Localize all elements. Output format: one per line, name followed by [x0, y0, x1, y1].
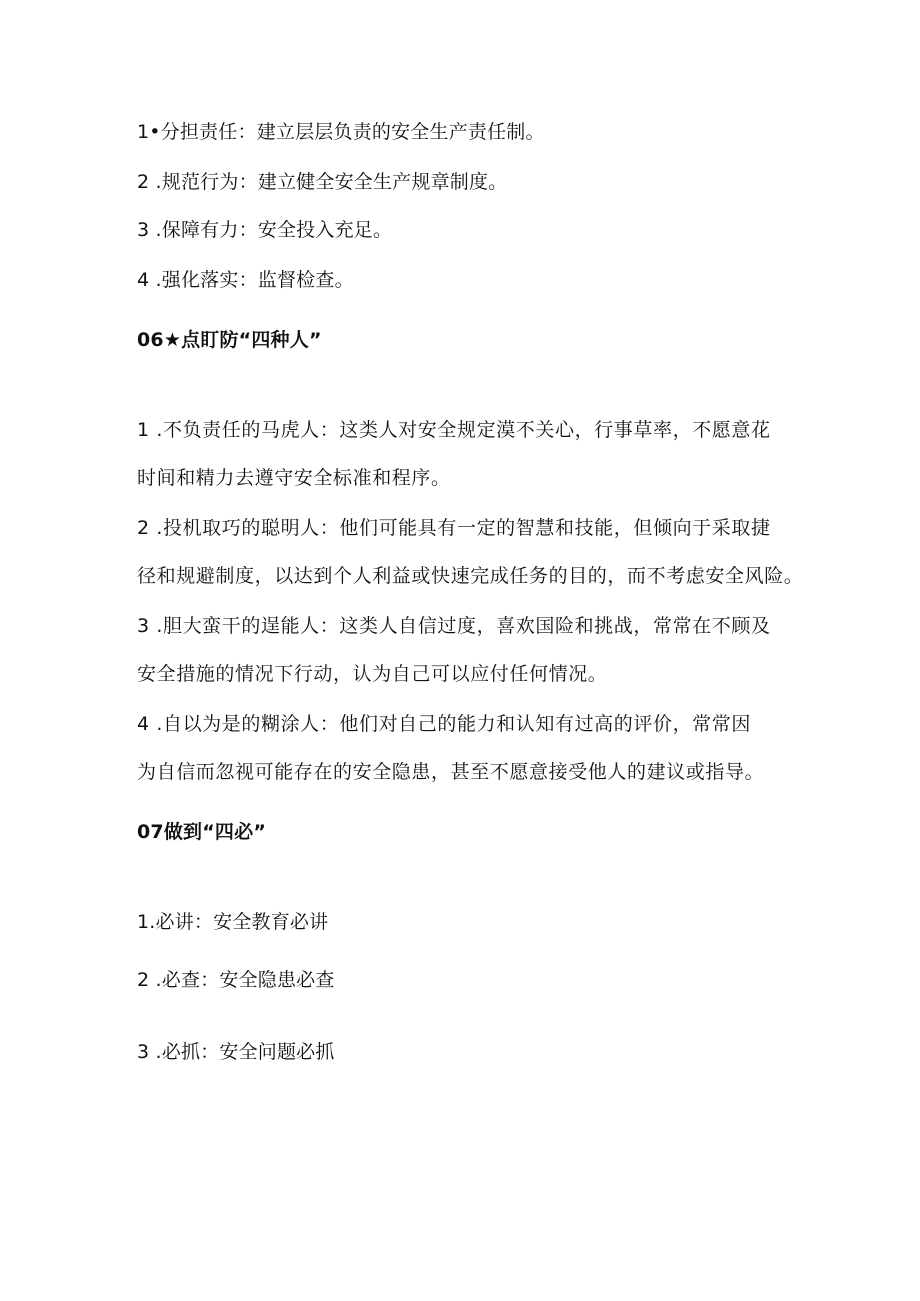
paragraph-item-2	[137, 504, 804, 600]
section-heading-07: 07做到“四必”	[137, 821, 267, 843]
paragraph-item-3	[137, 602, 797, 698]
list-item: 2 .规范行为：建立健全安全生产规章制度。	[137, 171, 508, 193]
list-item: 1.必讲：安全教育必讲	[137, 911, 329, 933]
list-item: 1•分担责任：建立层层负责的安全生产责任制。	[137, 121, 545, 143]
paragraph-item-4	[137, 700, 797, 796]
list-item: 3 .必抓：安全问题必抓	[137, 1041, 335, 1063]
list-item: 2 .必查：安全隐患必查	[137, 969, 335, 991]
list-item: 3 .保障有力：安全投入充足。	[137, 219, 393, 241]
paragraph-line: 1 .不负责任的马虎人：这类人对安全规定漠不关心，行事草率，不愿意花	[137, 419, 771, 441]
paragraph-line: 2 .投机取巧的聪明人：他们可能具有一定的智慧和技能，但倾向于采取捷	[137, 517, 771, 539]
paragraph-line: 时间和精力去遵守安全标准和程序。	[137, 467, 451, 489]
paragraph-line: 安全措施的情况下行动，认为自己可以应付任何情况。	[137, 663, 608, 685]
paragraph-item-1	[137, 406, 797, 502]
paragraph-line: 4 .自以为是的糊涂人：他们对自己的能力和认知有过高的评价，常常因	[137, 713, 751, 735]
paragraph-line: 3 .胆大蛮干的逞能人：这类人自信过度，喜欢国险和挑战，常常在不顾及	[137, 615, 771, 637]
paragraph-line: 径和规避制度，以达到个人利益或快速完成任务的目的，而不考虑安全风险。	[137, 565, 804, 587]
list-item: 4 .强化落实：监督检查。	[137, 269, 354, 291]
paragraph-line: 为自信而忽视可能存在的安全隐患，甚至不愿意接受他人的建议或指导。	[137, 761, 765, 783]
section-heading-06: 06★点盯防“四种人”	[137, 329, 322, 351]
